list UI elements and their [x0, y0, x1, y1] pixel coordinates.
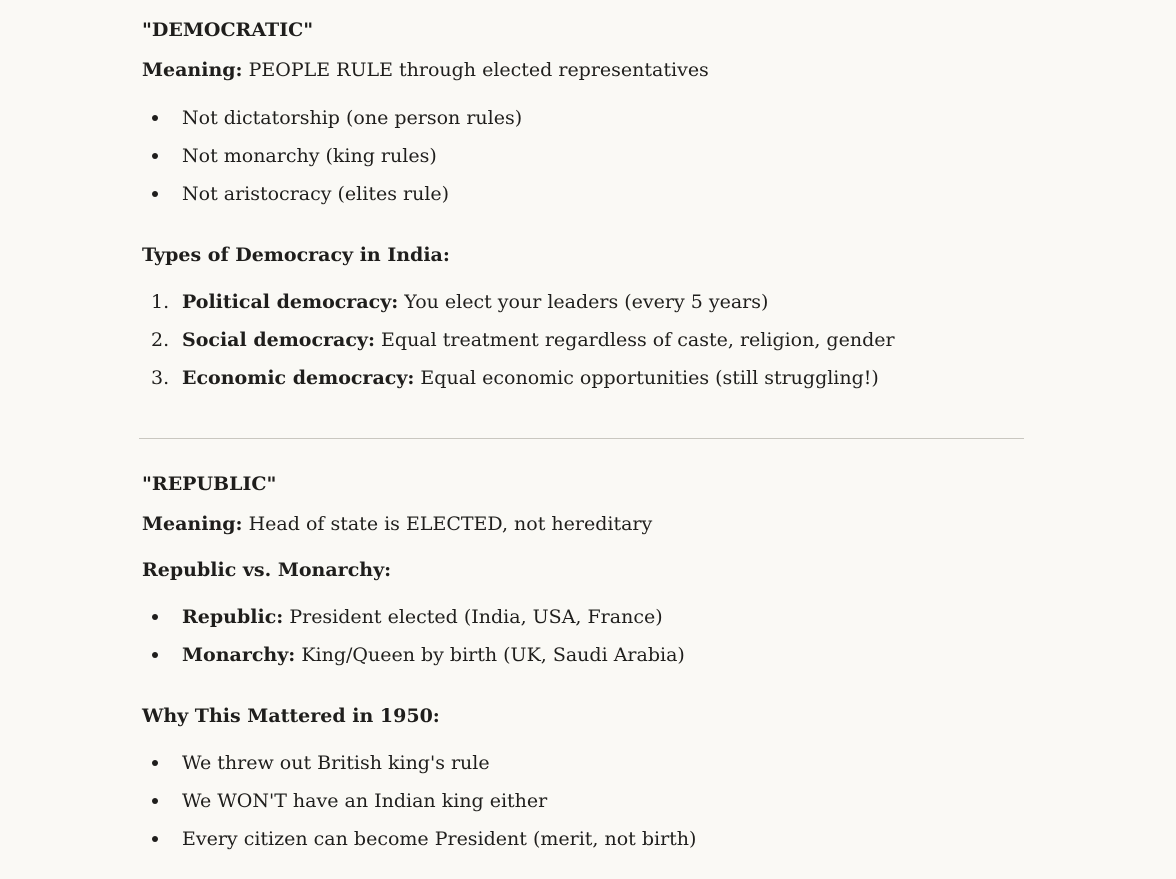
meaning-text: Head of state is ELECTED, not hereditary [242, 513, 653, 535]
why-list [142, 744, 1024, 858]
types-list [142, 283, 1024, 397]
meaning-republic [142, 508, 652, 540]
section-title-republic: "REPUBLIC" [142, 473, 277, 495]
list-item: We threw out British king's rule [142, 744, 1024, 782]
meaning-label: Meaning: [142, 59, 243, 81]
bullet-icon [152, 652, 158, 658]
list-item: Republic: President elected (India, USA, France) [142, 598, 1024, 636]
section-title-democratic: "DEMOCRATIC" [142, 19, 314, 41]
list-item: Monarchy: King/Queen by birth (UK, Saudi Arabia) [142, 636, 1024, 674]
bullet-icon [152, 115, 158, 121]
bullet-icon [152, 153, 158, 159]
not-list [142, 99, 1024, 213]
list-item: 2. Social democracy: Equal treatment regardless of caste, religion, gender [151, 329, 895, 351]
list-item: 3. Economic democracy: Equal economic opportunities (still struggling!) [151, 367, 879, 389]
list-item: Every citizen can become President (merit, not birth) [142, 820, 1024, 858]
list-item: 1. Political democracy: You elect your leaders (every 5 years) [151, 291, 769, 313]
section-divider [139, 438, 1024, 439]
meaning-democratic [142, 54, 709, 86]
vs-list [142, 598, 1024, 674]
bullet-icon [152, 836, 158, 842]
meaning-label: Meaning: [142, 513, 243, 535]
vs-heading: Republic vs. Monarchy: [142, 559, 392, 581]
list-item: Not aristocracy (elites rule) [142, 175, 1024, 213]
list-item: Not dictatorship (one person rules) [142, 99, 1024, 137]
bullet-icon [152, 191, 158, 197]
types-heading: Types of Democracy in India: [142, 244, 450, 266]
bullet-icon [152, 760, 158, 766]
bullet-icon [152, 614, 158, 620]
list-item: Not monarchy (king rules) [142, 137, 1024, 175]
bullet-icon [152, 798, 158, 804]
list-item: We WON'T have an Indian king either [142, 782, 1024, 820]
meaning-text: PEOPLE RULE through elected representatives [242, 59, 709, 81]
why-heading: Why This Mattered in 1950: [142, 705, 440, 727]
